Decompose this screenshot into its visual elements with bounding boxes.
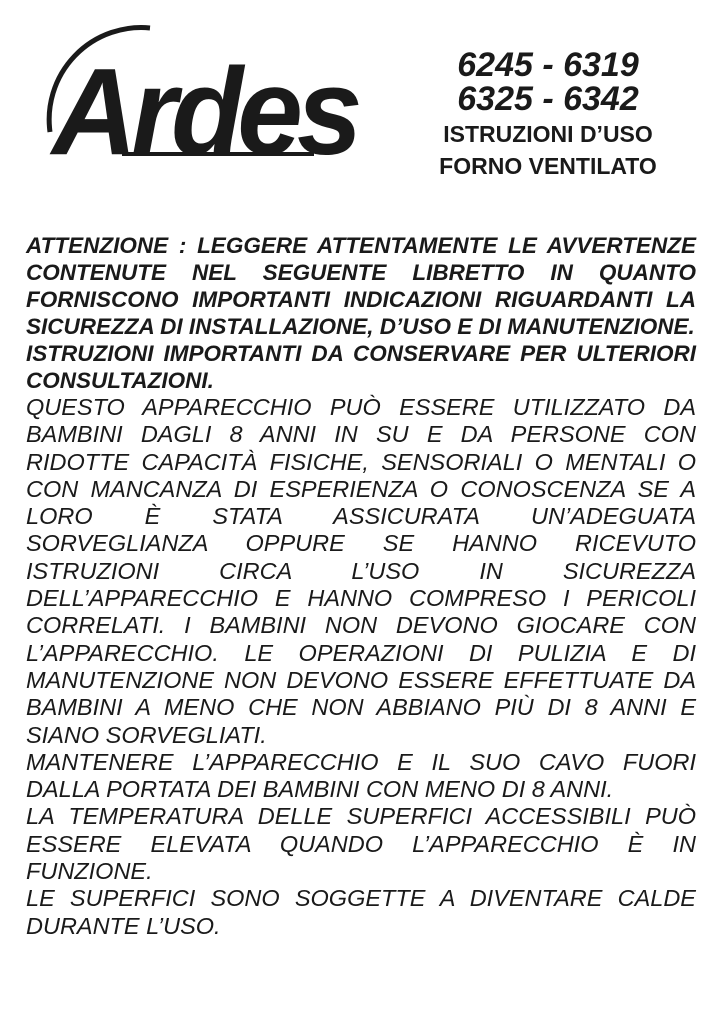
temperature-paragraph: LA TEMPERATURA DELLE SUPERFICI ACCESSIBILI PUÒ ESSERE ELEVATA QUANDO L’APPARECCHIO È IN FUNZIONE. xyxy=(26,803,696,885)
warning-paragraph: ATTENZIONE : LEGGERE ATTENTAMENTE LE AVVERTENZE CONTENUTE NEL SEGUENTE LIBRETTO IN QUANTO FORNISCONO IMPORTANTI INDICAZIONI RIGUARDANTI LA SICUREZZA DI INSTALLAZIONE, D’USO E DI MANUTENZIONE. xyxy=(26,233,696,339)
cable-paragraph: MANTENERE L’APPARECCHIO E IL SUO CAVO FUORI DALLA PORTATA DEI BAMBINI CON MENO DI 8 ANNI. xyxy=(26,748,696,803)
model-numbers-line-1: 6245 - 6319 xyxy=(457,46,639,84)
hot-surfaces-paragraph: LE SUPERFICI SONO SOGGETTE A DIVENTARE CALDE DURANTE L’USO. xyxy=(26,885,696,939)
document-title: ISTRUZIONI D’USO xyxy=(443,121,653,147)
safety-instructions xyxy=(26,232,696,940)
brand-logo xyxy=(22,20,357,182)
model-numbers-line-2: 6325 - 6342 xyxy=(457,80,639,118)
keep-instructions-paragraph: ISTRUZIONI IMPORTANTI DA CONSERVARE PER ULTERIORI CONSULTAZIONI. xyxy=(26,341,696,393)
product-name: FORNO VENTILATO xyxy=(439,153,657,179)
logo-wordmark: Ardes xyxy=(52,42,357,182)
children-use-paragraph: QUESTO APPARECCHIO PUÒ ESSERE UTILIZZATO DA BAMBINI DAGLI 8 ANNI IN SU E DA PERSONE CON RIDOTTE CAPACITÀ FISICHE, SENSORIALI O MENTALI O CON MANCANZA DI ESPERIENZA O CONOSCENZA SE A LORO È STATA ASSICURATA UN’ADEGUATA SORVEGLIANZA OPPURE SE HANNO RICEVUTO ISTRUZIONI CIRCA L’USO IN SICUREZZA DELL’APPARECCHIO E HANNO COMPRESO I PERICOLI CORRELATI. I BAMBINI NON DEVONO GIOCARE CON L’APPARECCHIO. LE OPERAZIONI DI PULIZIA E DI MANUTENZIONE NON DEVONO ESSERE EFFETTUATE DA BAMBINI A MENO CHE NON ABBIANO PIÙ DI 8 ANNI E SIANO SORVEGLIATI. xyxy=(26,394,696,748)
document-header xyxy=(408,48,688,182)
